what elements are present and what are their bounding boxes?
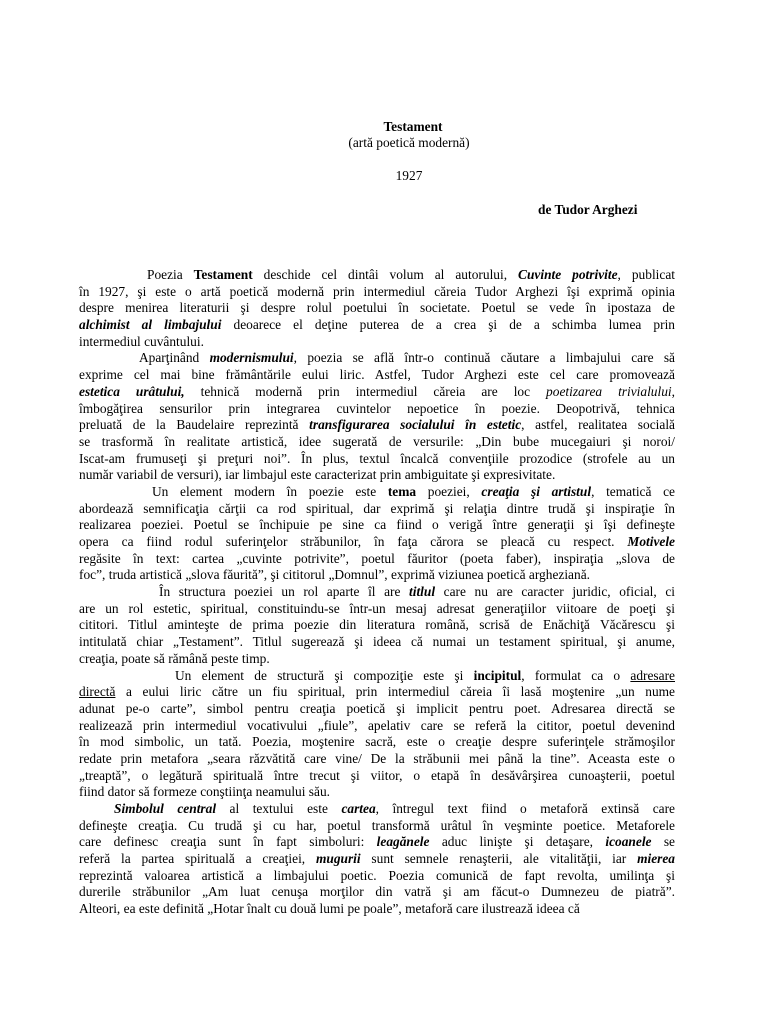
document-author: de Tudor Arghezi [538, 202, 638, 217]
text-run: „treaptă”, o legătură spirituală între trecut şi viitor, o etapă în desăvârşirea cunoaşterii, poetul [79, 767, 675, 783]
text-line [79, 367, 675, 384]
text-run: incipitul [473, 667, 522, 683]
text-line [79, 668, 675, 685]
text-line [79, 417, 675, 434]
text-run: are un rol estetic, spiritual, constituindu-se într-un mesaj adresat generaţiilor viitoare de poeţi şi [79, 600, 675, 616]
text-line [79, 567, 675, 584]
text-run: Testament [193, 267, 253, 282]
text-run: redate prin metafora „seara răzvătită care vine/ De la străbunii mei până la tine”. Aceasta este o [79, 750, 675, 766]
text-run: a eului liric către un fiu spiritual, prin intermediul căreia îi lasă moştenire „un nume [115, 684, 675, 700]
text-line [79, 634, 675, 651]
text-run: în mod simbolic, un tată. Poezia, moştenire sacră, este o creaţie despre suferinţele strămoşilor [79, 734, 675, 750]
text-run: în 1927, şi este o artă poetică modernă prin intermediul căreia Tudor Arghezi îşi exprimă opinia [79, 283, 675, 299]
text-line [79, 718, 675, 735]
text-run: despre menirea literaturii şi despre rolul poetului în societate. Poetul se vede în ipostaza de [79, 300, 675, 316]
text-run: poeziei, [416, 483, 482, 499]
text-run: tema [387, 483, 417, 499]
text-run: defineşte creaţia. Cu trudă şi cu har, poetul transformă urâtul în veşminte poetice. Metaforele [79, 817, 675, 833]
document-subtitle: (artă poetică modernă) [348, 135, 470, 150]
text-run: deschide cel dintâi volum al autorului, [252, 267, 519, 282]
text-run: alchimist al limbajului [79, 317, 222, 333]
text-run: modernismului [209, 350, 294, 366]
text-line [79, 317, 675, 334]
text-run: care nu are caracter juridic, oficial, ci [435, 584, 675, 600]
text-line [79, 300, 675, 317]
text-run: Alteori, ea este definită „Hotar înalt cu două lumi pe poale”, metaforă care ilustrează ideea că [79, 901, 580, 917]
text-run: se trasformă în realitate artistică, idee sugerată de versurile: „Din bube mucegaiuri şi noroi/ [79, 433, 675, 449]
text-line [79, 284, 675, 301]
paragraph [79, 267, 675, 350]
text-run: creaţia şi artistul [481, 483, 592, 499]
text-run: , astfel, realitatea socială [521, 417, 675, 433]
text-run: intermediul cuvântului. [79, 333, 204, 349]
text-run: estetica urâtului, [79, 383, 185, 399]
paragraph [79, 484, 675, 584]
text-run: , [671, 383, 675, 399]
text-run: , publicat [617, 267, 675, 282]
text-run: aduc linişte şi detaşare, [429, 834, 606, 850]
text-line [79, 818, 675, 835]
text-line [79, 868, 675, 885]
text-line [79, 434, 675, 451]
text-run: Motivele [627, 534, 675, 549]
text-run: intitulată chiar „Testament”. Titlul sugerează şi ideea că numai un testament spiritual, şi anume, [79, 634, 675, 650]
text-run: Iscat-am frumuseţi şi preţuri noi”. În plus, textul încalcă convenţiile prozodice (strofele au un [79, 450, 675, 466]
text-run: referă la partea spirituală a creaţiei, [79, 851, 316, 867]
text-run: leagănele [376, 834, 430, 850]
text-line [79, 617, 675, 634]
text-line [79, 584, 675, 601]
text-line [79, 401, 675, 418]
text-run: icoanele [605, 834, 652, 850]
text-line [79, 334, 675, 351]
text-run: mierea [637, 851, 675, 867]
text-run: foc”, truda artistică „slova făurită”, şi cititorul „Domnul”, exprimă viziunea poetică argheziană. [79, 567, 590, 583]
text-run: se [651, 834, 675, 850]
text-run: care definesc creaţia sunt în fapt simboluri: [79, 834, 377, 850]
text-line [79, 901, 675, 918]
text-line [79, 501, 675, 518]
text-run: îmbogăţirea sensurilor prin integrarea cuvintelor nepoetice în poezie. Deopotrivă, tehnica [79, 400, 675, 416]
text-run: Aparţinând [139, 350, 210, 366]
text-line [79, 551, 675, 568]
text-line [79, 684, 675, 701]
text-line [79, 534, 675, 551]
text-run: durerile străbunilor „Am luat cenuşa morţilor din vatră şi am făcut-o Dumnezeu de piatră”. [79, 884, 675, 900]
text-run: fiind dator să formeze conştiinţa neamului său. [79, 784, 330, 800]
document-body [79, 267, 675, 918]
paragraph [79, 801, 675, 918]
text-line [79, 834, 675, 851]
text-run: sunt semnele renaşterii, ale vitalităţii, iar [360, 851, 638, 867]
text-run: titlul [409, 584, 436, 600]
text-run: , formulat ca o [521, 667, 631, 683]
text-run: abordează semnificaţia cărţii ca rod spiritual, dar exprimă şi relaţia dintre trudă şi inspiraţie în [79, 500, 675, 516]
text-run: adresare [630, 667, 675, 683]
text-run: poetizarea trivialului [546, 383, 672, 399]
text-run: directă [79, 684, 116, 700]
text-line [79, 851, 675, 868]
text-line [79, 267, 675, 284]
text-line [79, 801, 675, 818]
text-run: Un element modern în poezie este [152, 483, 388, 499]
text-run: reprezintă valoarea artistică a limbajului poetic. Poezia comunică de fapt revolta, umilinţa şi [79, 867, 675, 883]
text-line [79, 384, 675, 401]
text-run: În structura poeziei un rol aparte îl are [159, 584, 410, 600]
text-line [79, 751, 675, 768]
text-line [79, 884, 675, 901]
text-line [79, 784, 675, 801]
text-run: cartea [341, 801, 376, 816]
text-run: Cuvinte potrivite [518, 267, 618, 282]
paragraph [79, 668, 675, 802]
text-line [79, 701, 675, 718]
text-line [79, 768, 675, 785]
text-line [79, 350, 675, 367]
text-run: Un element de structură şi compoziţie este şi [175, 667, 474, 683]
text-run: transfigurarea socialului în estetic [309, 417, 522, 433]
text-line [79, 601, 675, 618]
text-line [79, 517, 675, 534]
paragraph [79, 584, 675, 667]
document-title: Testament [383, 119, 443, 134]
text-run: realizarea poeziei. Poetul se închipuie pe sine ca fiind o verigă între generaţii şi îşi defineşte [79, 517, 675, 533]
text-run: regăsite în text: cartea „cuvinte potrivite”, poetul făuritor (poeta faber), inspiraţia „slova de [79, 550, 675, 566]
text-run: exprime cel mai bine frământările eului liric. Astfel, Tudor Arghezi este cel care promovează [79, 367, 675, 383]
document-year: 1927 [395, 168, 423, 183]
text-line [79, 734, 675, 751]
text-run: Poezia [147, 267, 194, 282]
text-run: mugurii [315, 851, 361, 867]
text-run: număr variabil de versuri), iar limbajul este caracterizat prin ambiguitate şi expresivitate. [79, 467, 556, 483]
text-run: cititori. Titlul aminteşte de prima poezie din literatura română, scrisă de Enăchiţă Văcărescu şi [79, 617, 675, 633]
text-run: opera ca fiind rodul suferinţelor străbunilor, în faţa cărora se pleacă cu respect. [79, 534, 628, 549]
text-run: , poezia se află într-o continuă căutare a limbajului care să [293, 350, 675, 366]
text-run: tehnică modernă prin intermediul căreia are loc [184, 383, 547, 399]
paragraph [79, 350, 675, 484]
text-run: , tematică ce [591, 483, 675, 499]
text-line [79, 451, 675, 468]
text-run: deoarece el deţine puterea de a crea şi de a schimba lumea prin [221, 317, 675, 333]
text-run: adunat pe-o carte”, simbol pentru creaţia poetică şi implicit pentru poet. Adresarea directă se [79, 700, 675, 716]
text-run: realizează prin intermediul vocativului „fiule”, apelativ care se referă la cititor, poetul devenind [79, 717, 675, 733]
text-line [79, 651, 675, 668]
text-run: preluată de la Baudelaire reprezintă [79, 417, 310, 433]
text-line [79, 484, 675, 501]
text-run: Simbolul central [114, 801, 217, 816]
text-run: , întregul text fiind o metaforă extinsă care [375, 801, 675, 816]
text-run: creaţia, poate să rămână peste timp. [79, 650, 270, 666]
text-line [79, 467, 675, 484]
text-run: al textului este [216, 801, 342, 816]
